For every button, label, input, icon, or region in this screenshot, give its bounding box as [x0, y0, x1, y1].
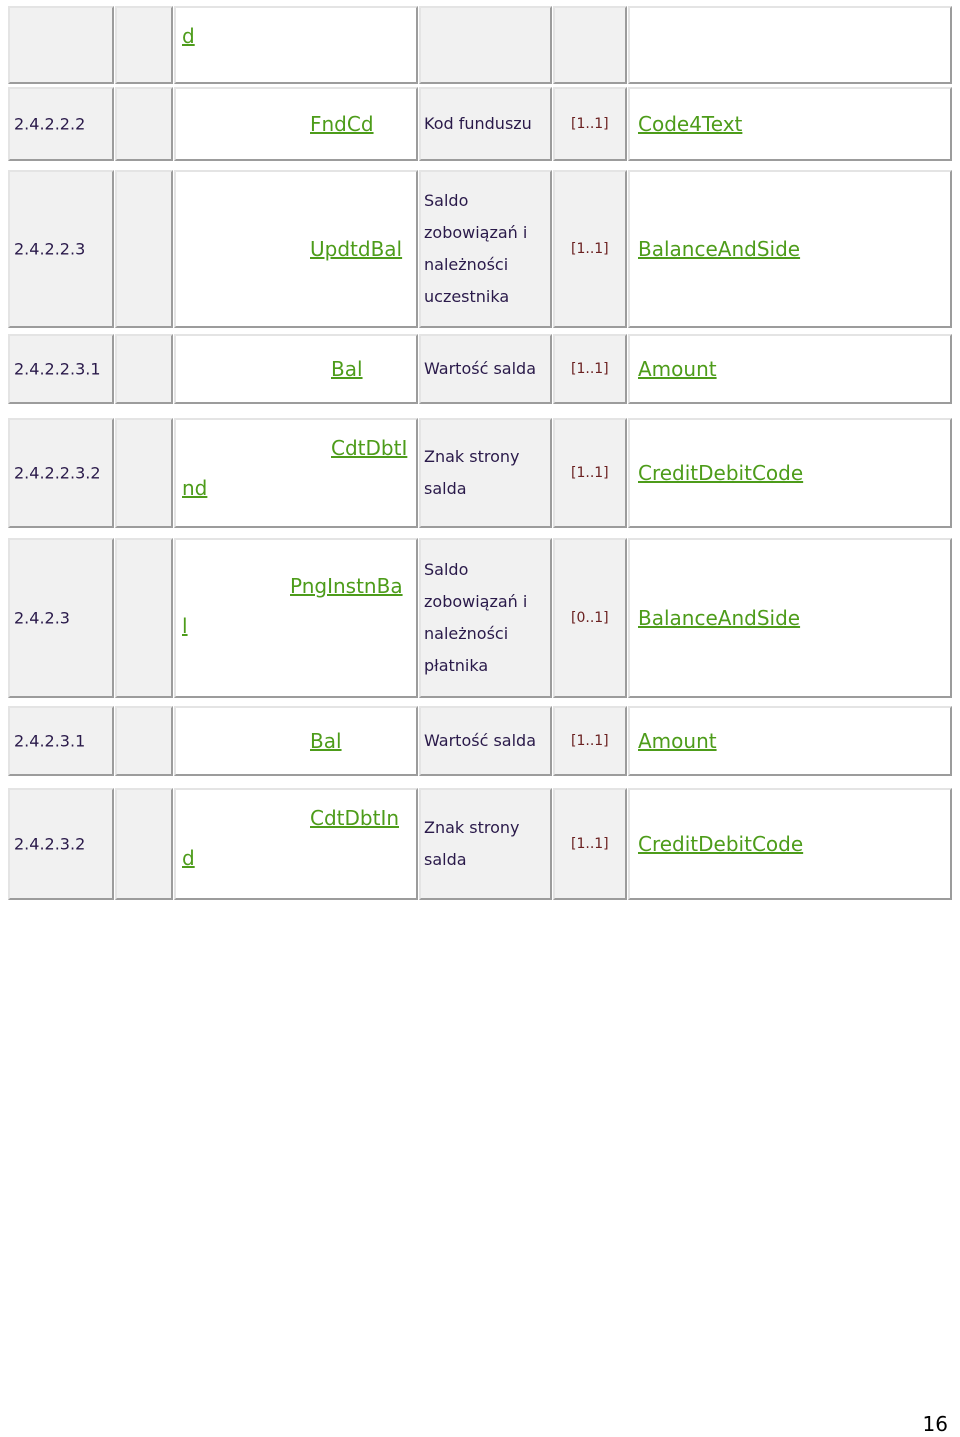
cell-index	[8, 87, 114, 161]
cell-type	[628, 538, 952, 698]
cell-multiplicity	[553, 538, 627, 698]
element-index: 2.4.2.2.3.2	[14, 463, 101, 483]
type-link[interactable]: BalanceAndSide	[638, 606, 801, 630]
type-link[interactable]: CreditDebitCode	[638, 461, 804, 485]
table-row	[8, 334, 952, 404]
table-row	[8, 706, 952, 776]
element-name-link[interactable]: Bal	[331, 357, 363, 381]
cell-description	[419, 538, 552, 698]
cell-description	[419, 6, 552, 84]
cell-multiplicity	[553, 170, 627, 328]
element-index: 2.4.2.2.3	[14, 239, 86, 259]
element-multiplicity: [1..1]	[571, 241, 609, 257]
cell-description	[419, 788, 552, 900]
cell-name	[174, 6, 418, 84]
cell-spacer	[115, 418, 173, 528]
element-index: 2.4.2.3.2	[14, 834, 86, 854]
element-table	[8, 6, 952, 900]
cell-spacer	[115, 87, 173, 161]
element-description: Znak strony salda	[424, 818, 520, 869]
element-description: Wartość salda	[424, 359, 537, 378]
cell-multiplicity	[553, 418, 627, 528]
cell-multiplicity	[553, 706, 627, 776]
type-link[interactable]: BalanceAndSide	[638, 237, 801, 261]
element-description: Saldo zobowiązań i należności uczestnika	[424, 191, 528, 306]
cell-multiplicity	[553, 788, 627, 900]
element-name-link[interactable]: CdtDbtI	[331, 436, 408, 460]
element-multiplicity: [1..1]	[571, 361, 609, 377]
type-link[interactable]: Amount	[638, 729, 717, 753]
cell-index	[8, 6, 114, 84]
element-name-tail[interactable]: d	[182, 24, 195, 48]
cell-type	[628, 706, 952, 776]
cell-type	[628, 334, 952, 404]
cell-type	[628, 87, 952, 161]
cell-name	[174, 538, 418, 698]
element-description: Znak strony salda	[424, 447, 520, 498]
cell-spacer	[115, 334, 173, 404]
cell-name	[174, 334, 418, 404]
element-index: 2.4.2.3	[14, 608, 70, 628]
cell-description	[419, 334, 552, 404]
cell-type	[628, 418, 952, 528]
cell-index	[8, 788, 114, 900]
cell-name	[174, 788, 418, 900]
cell-index	[8, 334, 114, 404]
cell-description	[419, 418, 552, 528]
element-index: 2.4.2.2.2	[14, 114, 86, 134]
element-name-link[interactable]: PngInstnBa	[290, 574, 403, 598]
cell-name	[174, 418, 418, 528]
element-name-link[interactable]: UpdtdBal	[310, 237, 403, 261]
element-description: Kod funduszu	[424, 114, 532, 133]
cell-multiplicity	[553, 6, 627, 84]
cell-type	[628, 788, 952, 900]
element-index: 2.4.2.2.3.1	[14, 359, 101, 379]
table-row	[8, 6, 952, 84]
table-row	[8, 538, 952, 698]
cell-type	[628, 170, 952, 328]
table-row	[8, 170, 952, 328]
table-row	[8, 87, 952, 161]
cell-index	[8, 418, 114, 528]
element-index: 2.4.2.3.1	[14, 731, 86, 751]
cell-description	[419, 706, 552, 776]
cell-description	[419, 170, 552, 328]
cell-type	[628, 6, 952, 84]
element-multiplicity: [1..1]	[571, 465, 609, 481]
cell-multiplicity	[553, 87, 627, 161]
element-name-link[interactable]: CdtDbtIn	[310, 806, 400, 830]
type-link[interactable]: Amount	[638, 357, 717, 381]
element-multiplicity: [1..1]	[571, 733, 609, 749]
cell-spacer	[115, 788, 173, 900]
element-multiplicity: [1..1]	[571, 116, 609, 132]
cell-description	[419, 87, 552, 161]
cell-name	[174, 706, 418, 776]
cell-spacer	[115, 706, 173, 776]
element-multiplicity: [1..1]	[571, 836, 609, 852]
element-name-link[interactable]: Bal	[310, 729, 342, 753]
type-link[interactable]: CreditDebitCode	[638, 832, 804, 856]
cell-index	[8, 170, 114, 328]
table-row	[8, 418, 952, 528]
type-link[interactable]: Code4Text	[638, 112, 743, 136]
table-row	[8, 788, 952, 900]
cell-spacer	[115, 538, 173, 698]
cell-name	[174, 87, 418, 161]
cell-index	[8, 538, 114, 698]
element-description: Saldo zobowiązań i należności płatnika	[424, 560, 528, 675]
cell-spacer	[115, 6, 173, 84]
cell-index	[8, 706, 114, 776]
page-number: 16	[922, 1412, 948, 1436]
cell-name	[174, 170, 418, 328]
element-name-tail[interactable]: l	[182, 614, 188, 638]
cell-multiplicity	[553, 334, 627, 404]
element-description: Wartość salda	[424, 731, 537, 750]
element-name-link[interactable]: FndCd	[310, 112, 374, 136]
element-name-tail[interactable]: d	[182, 846, 195, 870]
element-multiplicity: [0..1]	[571, 610, 609, 626]
element-name-tail[interactable]: nd	[182, 476, 208, 500]
cell-spacer	[115, 170, 173, 328]
